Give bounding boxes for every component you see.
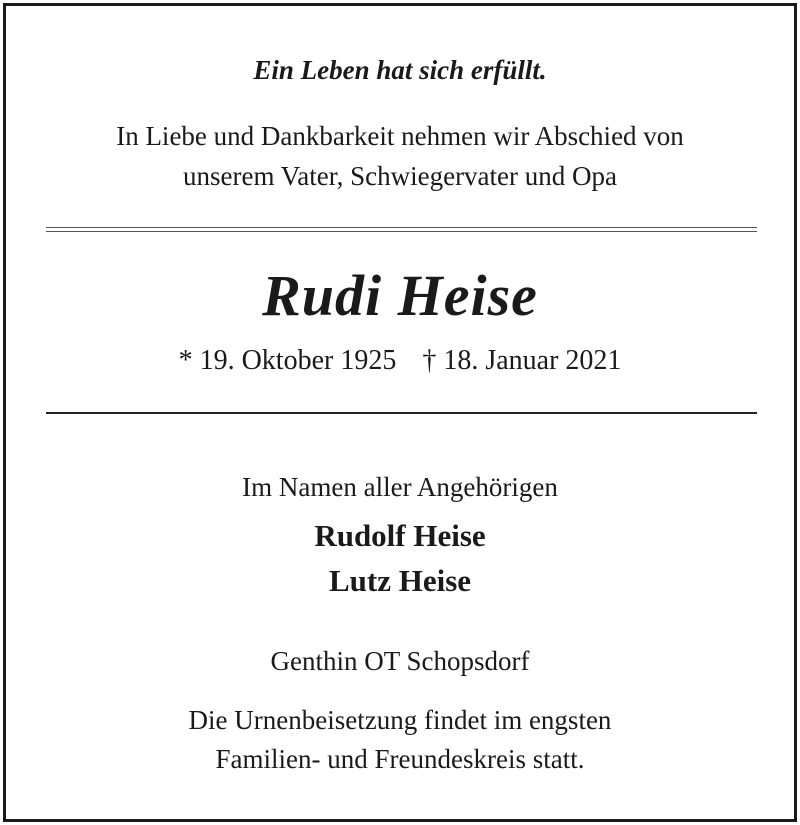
- intro-text-line-1: In Liebe und Dankbarkeit nehmen wir Abschied von: [116, 121, 684, 151]
- birth-date: * 19. Oktober 1925: [178, 345, 397, 376]
- relative-name: Lutz Heise: [328, 563, 472, 598]
- deceased-name: Rudi Heise: [262, 263, 538, 328]
- life-dates: [0, 345, 800, 377]
- relative-name: Rudolf Heise: [314, 518, 486, 553]
- burial-note-line-2: Familien- und Freundeskreis statt.: [215, 744, 585, 774]
- on-behalf-text: Im Namen aller Angehörigen: [242, 472, 558, 502]
- motto-heading: Ein Leben hat sich erfüllt.: [253, 55, 547, 85]
- burial-note-line-1: Die Urnenbeisetzung findet im engsten: [188, 705, 612, 735]
- place-text: Genthin OT Schopsdorf: [270, 646, 530, 676]
- single-divider: [46, 412, 757, 414]
- double-divider: [46, 227, 757, 232]
- death-date: † 18. Januar 2021: [422, 345, 622, 376]
- intro-text-line-2: unserem Vater, Schwiegervater und Opa: [182, 161, 618, 191]
